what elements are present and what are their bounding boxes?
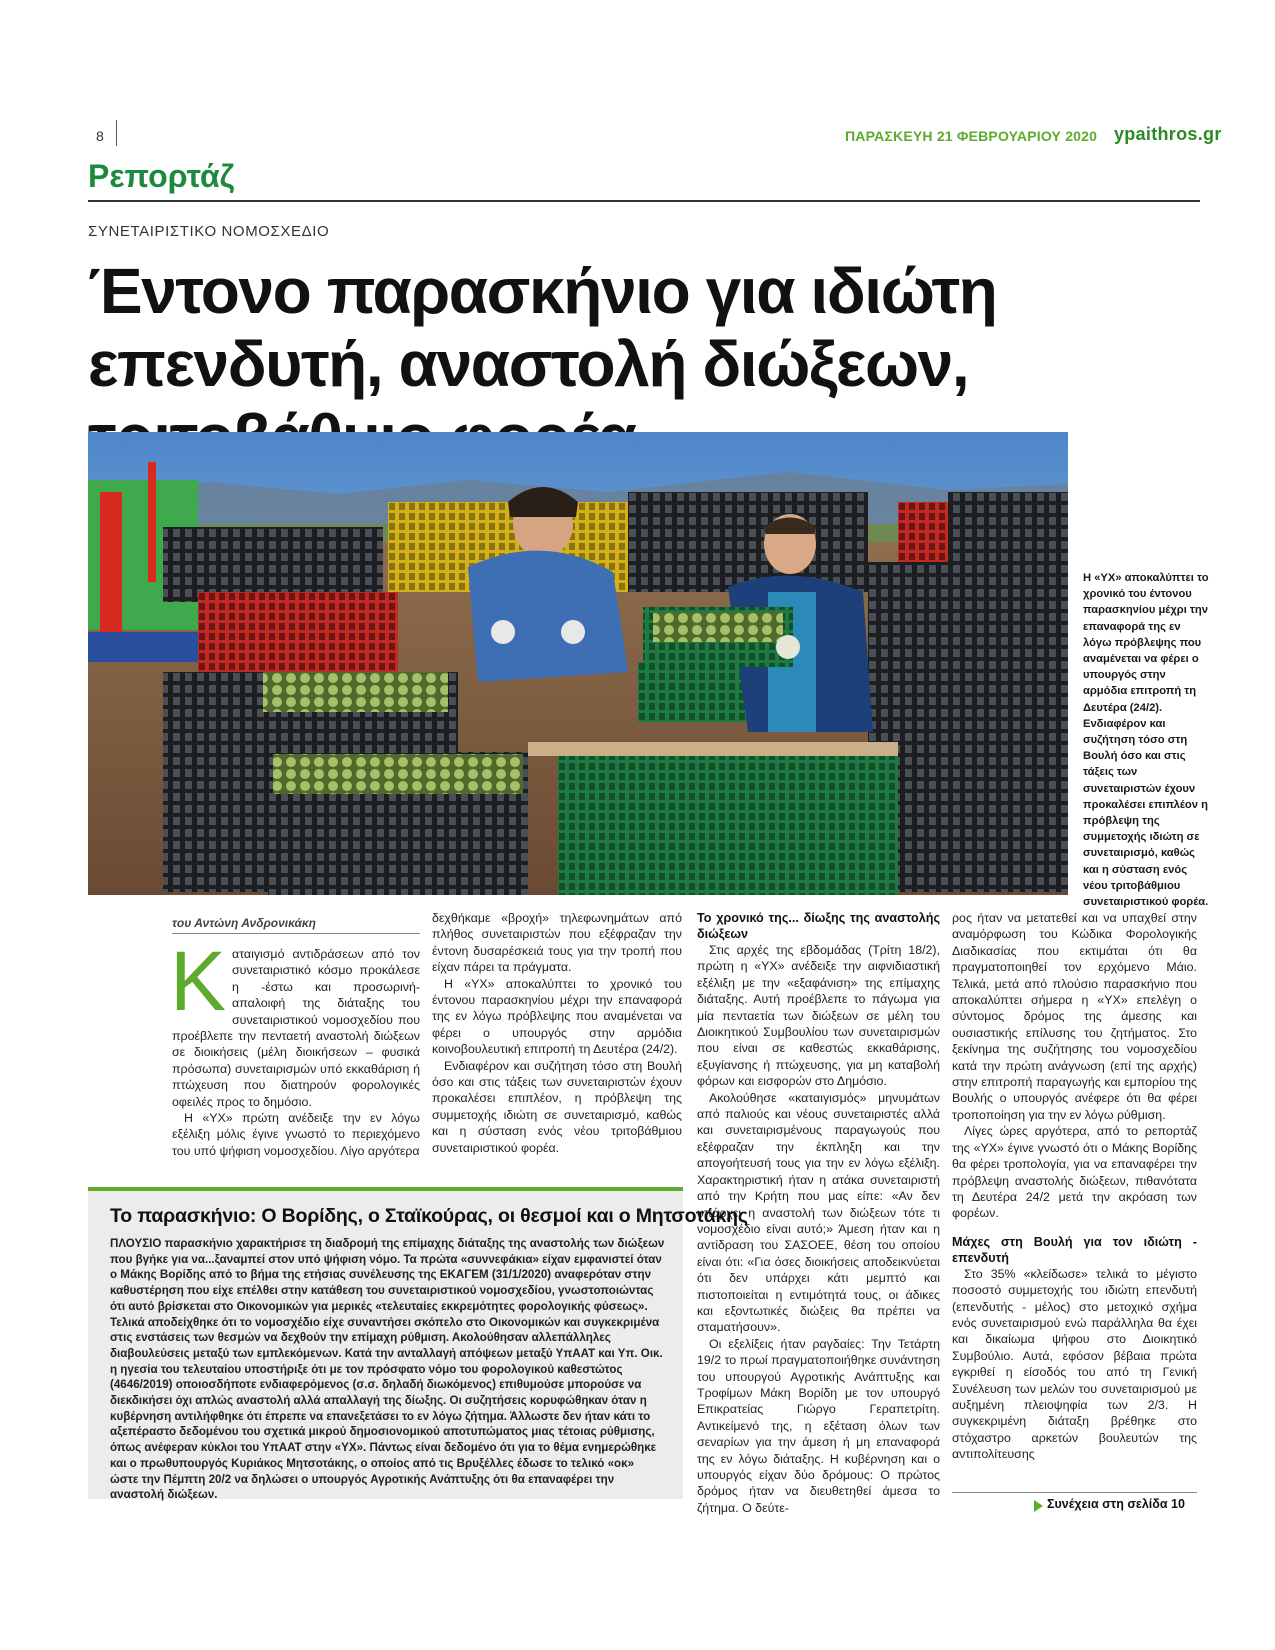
issue-date: ΠΑΡΑΣΚΕΥΗ 21 ΦΕΒΡΟΥΑΡΙΟΥ 2020 bbox=[845, 128, 1098, 144]
article-column-4 bbox=[952, 910, 1197, 1463]
article-paragraph: Η «ΥΧ» πρώτη ανέδειξε την εν λόγω εξέλιξη μόλις έγινε γνωστό το περιεχόμενο του υπό ψήφιση νομοσχεδίου. Λίγο αργότερα bbox=[172, 1111, 420, 1158]
section-title: Ρεπορτάζ bbox=[88, 158, 235, 194]
box-body: παρασκήνιο χαρακτήρισε τη διαδρομή της επίμαχης διάταξης της αναστολής των διώξεων που βγήκε για να...ξαναμπεί στον υπό ψήφιση νόμο. Τα πρώτα «συννεφάκια» είχαν εμφανιστεί όταν ο Μάκης Βορίδης από το βήμα της ετήσιας συνέλευσης της ΕΚΑΓΕΜ (31/1/2020) αναφερόταν στην καθυστέρηση που είχε επέλθει στην κατάθεση του συνεταιριστικού νομοσχεδίου, γνωστοποιώντας ότι αυτό βρίσκεται στο Οικονομικών για μερικές «τελευταίες εκκρεμότητες φορολογικής φύσεως». Τελικά αποδείχθηκε ότι το νομοσχέδιο είχε συναντήσει σκόπελο στο Οικονομικών και συγκεκριμένα στις ενστάσεις των θεσμών να δεχθούν την επίμαχη ρύθμιση. Ακολούθησαν αλλεπάλληλες διαβουλεύσεις μεταξύ των εμπλεκόμενων. Κατά την ανταλλαγή απόψεων μεταξύ ΥπΑΑΤ και Υπ. Οικ. η ηγεσία του τελευταίου υποστήριξε ότι με τον πρόσφατο νόμο του φορολογικού καθεστώτος (4646/2019) οποιοσδήποτε ενδιαφερόμενος (σ.σ. δηλαδή διωκόμενος) επιθυμούσε μπορούσε να διεκδικήσει όχι απλώς αναστολή αλλά απαλλαγή της δίωξης. Οι συζητήσεις κορυφώθηκαν όταν η κυβέρνηση αντιλήφθηκε ότι έπρεπε να επανεξετάσει το εν λόγω ζήτημα. Άλλωστε δεν ήταν κάτι το αξεπέραστο δεδομένου του σχετικά μικρού δημοσιονομικού αποτυπώματος μιας τέτοιας ρύθμισης, όπως ανέφεραν κύκλοι του ΥπΑΑΤ στην «ΥΧ». Πάντως είναι δεδομένο ότι για το θέμα ενημερώθηκε και ο πρωθυπουργός Κυριάκος Μητσοτάκης, ο οποίος από τις Βρυξέλλες έδωσε το τελικό «οκ» ώστε την Πέμπτη 20/2 να δηλώσει ο υπουργός Αγροτικής Ανάπτυξης ότι θα επαναφέρει την αναστολή διώξεων. bbox=[110, 1237, 665, 1502]
article-paragraph: ρος ήταν να μετατεθεί και να υπαχθεί στην αναμόρφωση του Κώδικα Φορολογικής Διαδικασίας που εκτιμάται ότι θα πραγματοποιηθεί τον ερχόμενο Μάιο. Τελικά, μετά από πλούσιο παρασκήνιο που αποκαλύπτει σήμερα η «ΥΧ» επελέγη ο σύντομος δρόμος της άμεσης και ουσιαστικής επίλυσης του ζητήματος. Στο ξεκίνημα της συζήτησης του νομοσχεδίου κατά την πρώτη ανάγνωση (επί της αρχής) στην επιτροπή παραγωγής και εμπορίου της Βουλής ο υπουργός ανέφερε ότι θα φέρει τροποποίηση για την εν λόγω ρύθμιση. bbox=[952, 911, 1197, 1122]
article-column-1 bbox=[170, 934, 420, 1159]
box-title: Το παρασκήνιο: Ο Βορίδης, ο Σταϊκούρας, οι θεσμοί και ο Μητσοτάκης bbox=[110, 1205, 748, 1227]
paragraph-text: αταιγισμό αντιδράσεων από τον συνεταιριστικό κόσμο προκάλεσε η -έστω και προσωρινή- απαλοιφή της διάταξης του συνεταιριστικού νομοσχεδίου που προέβλεπε την πενταετή αναστολή διώξεων σε διοικήσεις (μέλη διοικήσεων – φυσικά πρόσωπα) συνεταιρισμών υπό εκκαθάριση ή πτώχευση που διατηρούν φορολογικές οφειλές προς το δημόσιο. bbox=[172, 947, 420, 1109]
article-paragraph: Ακολούθησε «καταιγισμός» μηνυμάτων από παλιούς και νέους συνεταιριστές αλλά και συνεταιρισμένους παραγωγούς που εξέφραζαν την έκπληξη και την απογοήτευσή τους για την εν λόγω εξέλιξη. Χαρακτηριστική ήταν η ατάκα συνεταιριστή από την Κρήτη που μας είπε: «Αν δεν υπάρχει η αναστολή των διώξεων τότε τι νομοσχέδιο είναι αυτό;» Άμεση ήταν και η αντίδραση του ΣΑΣΟΕΕ, θέση του οποίου είναι ότι: «Για όσες διοικήσεις αποδεικνύεται ότι δεν υπάρχει κάτι μεμπτό και πιστοποιείται η εντιμότητά τους, οι άδικες και εξοντωτικές διώξεις θα πρέπει να σταματήσουν». bbox=[697, 1090, 940, 1335]
arrow-right-icon bbox=[1034, 1500, 1043, 1512]
article-column-2 bbox=[432, 910, 682, 1156]
article-paragraph: Η «ΥΧ» αποκαλύπτει το χρονικό του έντονου παρασκηνίου μέχρι την επαναφορά της εν λόγω πρόβλεψης που αναμένεται να φέρει ο υπουργός στην αρμόδια κοινοβουλευτική επιτροπή τη Δευτέρα (24/2). bbox=[432, 976, 682, 1057]
article-paragraph: Στις αρχές της εβδομάδας (Τρίτη 18/2), πρώτη η «ΥΧ» ανέδειξε την αιφνιδιαστική εξέλιξη με την «εξαφάνιση» της επίμαχης διάταξης. Αυτή προέβλεπε το πάγωμα για μία πενταετία των διώξεων σε μέλη του Διοικητικού Συμβουλίου των συνεταιρισμών που είναι σε καθεστώς εκκαθάρισης, εξυγίανσης ή πτώχευσης, για μη καταβολή φόρων και εισφορών στο Δημόσιο. bbox=[697, 943, 940, 1089]
article-paragraph: Ενδιαφέρον και συζήτηση τόσο στη Βουλή όσο και στις τάξεις των συνεταιριστών έχουν προκαλέσει επιπλέον, η πρόβλεψη της συμμετοχής ιδιώτη σε συνεταιρισμό, καθώς και η σύσταση ενός νέου τριτοβάθμιου συνεταιριστικού φορέα. bbox=[432, 1058, 682, 1155]
drop-cap: Κ bbox=[170, 934, 227, 1028]
article-paragraph bbox=[170, 934, 420, 1110]
article-paragraph: Οι εξελίξεις ήταν ραγδαίες: Την Τετάρτη 19/2 το πρωί πραγματοποιήθηκε συνάντηση του υπουργού Αγροτικής Ανάπτυξης και Τροφίμων Μάκη Βορίδη με τον υπουργό Επικρατείας Γιώργο Γεραπετρίτη. Αντικείμενό της, η εξέταση όλων των σεναρίων για την άμεση ή μη επαναφορά της εν λόγω διάταξης. Η κυβέρνηση και ο υπουργός είχαν δύο δρόμους: Ο πρώτος δρόμος ήταν να διευθετηθεί άμεσα το ζήτημα. Ο δεύτε- bbox=[697, 1336, 940, 1515]
article-paragraph: Στο 35% «κλείδωσε» τελικά το μέγιστο ποσοστό συμμετοχής του ιδιώτη επενδυτή (επενδυτής - μέλος) στο μετοχικό σχήμα ενός συνεταιρισμού ενώ παράλληλα θα έχει και δικαίωμα ψήφου στο Διοικητικό Συμβούλιο. Αυτά, εφόσον βέβαια πρώτα εγκριθεί η είσοδός του από τη Γενική Συνέλευση των μελών του συνεταιρισμού με αυξημένη πλειοψηφία των 2/3. Η συγκεκριμένη διάταξη βρέθηκε στο στόχαστρο αρκετών βουλευτών της αντιπολίτευσης bbox=[952, 1266, 1197, 1462]
article-paragraph: δεχθήκαμε «βροχή» τηλεφωνημάτων από πλήθος συνεταιριστών που εξέφραζαν την έντονη δυσαρέσκειά τους για την τροπή που είχαν πάρει τα πράγματα. bbox=[432, 911, 682, 975]
page-number: 8 bbox=[96, 128, 104, 144]
byline: του Αντώνη Ανδρονικάκη bbox=[172, 916, 317, 930]
continuation-rule bbox=[952, 1492, 1197, 1493]
article-photo bbox=[88, 432, 1068, 895]
subheading: Το χρονικό της... δίωξης της αναστολής διώξεων bbox=[697, 911, 940, 941]
header-divider bbox=[116, 120, 117, 146]
section-rule bbox=[88, 200, 1200, 202]
brand-logo: ypaithros.gr bbox=[1114, 124, 1222, 144]
box-lead-word: ΠΛΟΥΣΙΟ bbox=[110, 1237, 162, 1250]
kicker: ΣΥΝΕΤΑΙΡΙΣΤΙΚΟ ΝΟΜΟΣΧΕΔΙΟ bbox=[88, 223, 330, 240]
headline: Έντονο παρασκήνιο για ιδιώτη επενδυτή, αναστολή διώξεων, bbox=[88, 255, 997, 400]
photo-caption: Η «ΥΧ» αποκαλύπτει το χρονικό του έντονου παρασκηνίου μέχρι την επαναφορά της εν λόγω πρόβλεψης που αναμένεται να φέρει ο υπουργός στην αρμόδια επιτροπή τη Δευτέρα (24/2). Ενδιαφέρον και συζήτηση τόσο στη Βουλή όσο και στις τάξεις των συνεταιριστών έχουν προκαλέσει επιπλέον η πρόβλεψη της συμμετοχής ιδιώτη σε συνεταιρισμό, καθώς και η σύσταση ενός νέου τριτοβάθμιου συνεταιριστικού φορέα. bbox=[1083, 572, 1209, 909]
continuation-link[interactable]: Συνέχεια στη σελίδα 10 bbox=[1047, 1497, 1185, 1511]
box-text bbox=[110, 1236, 665, 1503]
article-paragraph: Λίγες ώρες αργότερα, από το ρεπορτάζ της «ΥΧ» έγινε γνωστό ότι ο Μάκης Βορίδης θα φέρει τροπολογία, για να επαναφέρει την πρόβλεψη αναστολής διώξεων, πιθανότατα τη Δευτέρα 24/2 μετά την ακρόαση των φορέων. bbox=[952, 1124, 1197, 1221]
subheading: Μάχες στη Βουλή για τον ιδιώτη - επενδυτή bbox=[952, 1234, 1197, 1265]
